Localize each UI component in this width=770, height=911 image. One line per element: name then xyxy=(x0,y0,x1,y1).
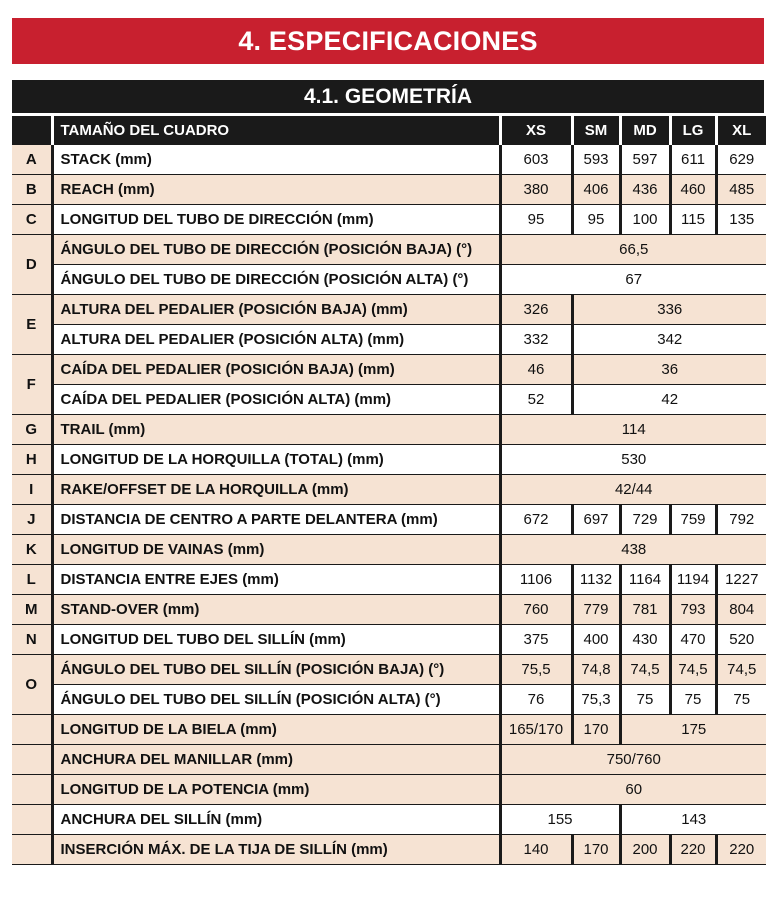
value-cell: 100 xyxy=(620,205,670,235)
row-letter: H xyxy=(12,445,52,475)
value-cell: 485 xyxy=(716,175,766,205)
table-row xyxy=(12,385,766,415)
table-row xyxy=(12,805,766,835)
value-cell: 76 xyxy=(500,685,572,715)
table-row xyxy=(12,835,766,865)
table-row xyxy=(12,145,766,175)
value-cell: 95 xyxy=(500,205,572,235)
value-cell: 530 xyxy=(500,445,766,475)
value-cell: 155 xyxy=(500,805,620,835)
table-row xyxy=(12,655,766,685)
value-cell: 332 xyxy=(500,325,572,355)
table-row xyxy=(12,475,766,505)
value-cell: 75,5 xyxy=(500,655,572,685)
row-letter: J xyxy=(12,505,52,535)
value-cell: 114 xyxy=(500,415,766,445)
table-row xyxy=(12,775,766,805)
value-cell: 760 xyxy=(500,595,572,625)
value-cell: 781 xyxy=(620,595,670,625)
value-cell: 430 xyxy=(620,625,670,655)
value-cell: 165/170 xyxy=(500,715,572,745)
row-letter: F xyxy=(12,355,52,415)
row-label: ALTURA DEL PEDALIER (POSICIÓN ALTA) (mm) xyxy=(52,325,500,355)
value-cell: 438 xyxy=(500,535,766,565)
header-size-md: MD xyxy=(620,116,670,145)
row-letter xyxy=(12,835,52,865)
row-label: LONGITUD DE LA HORQUILLA (TOTAL) (mm) xyxy=(52,445,500,475)
row-label: LONGITUD DE LA POTENCIA (mm) xyxy=(52,775,500,805)
row-letter: N xyxy=(12,625,52,655)
row-label: STAND-OVER (mm) xyxy=(52,595,500,625)
value-cell: 74,8 xyxy=(572,655,620,685)
row-label: INSERCIÓN MÁX. DE LA TIJA DE SILLÍN (mm) xyxy=(52,835,500,865)
header-size-sm: SM xyxy=(572,116,620,145)
row-label: ÁNGULO DEL TUBO DE DIRECCIÓN (POSICIÓN BAJA) (°) xyxy=(52,235,500,265)
row-letter xyxy=(12,775,52,805)
row-letter: E xyxy=(12,295,52,355)
value-cell: 200 xyxy=(620,835,670,865)
table-row xyxy=(12,565,766,595)
value-cell: 42 xyxy=(572,385,766,415)
value-cell: 593 xyxy=(572,145,620,175)
value-cell: 46 xyxy=(500,355,572,385)
value-cell: 140 xyxy=(500,835,572,865)
value-cell: 74,5 xyxy=(670,655,716,685)
row-letter xyxy=(12,745,52,775)
row-label: ANCHURA DEL MANILLAR (mm) xyxy=(52,745,500,775)
row-letter: I xyxy=(12,475,52,505)
table-header-row xyxy=(12,116,766,145)
row-label: STACK (mm) xyxy=(52,145,500,175)
value-cell: 380 xyxy=(500,175,572,205)
row-label: ÁNGULO DEL TUBO DEL SILLÍN (POSICIÓN BAJA) (°) xyxy=(52,655,500,685)
row-letter: G xyxy=(12,415,52,445)
table-row xyxy=(12,595,766,625)
value-cell: 220 xyxy=(716,835,766,865)
value-cell: 342 xyxy=(572,325,766,355)
row-letter: K xyxy=(12,535,52,565)
header-letter-cell xyxy=(12,116,52,145)
value-cell: 779 xyxy=(572,595,620,625)
row-label: LONGITUD DE VAINAS (mm) xyxy=(52,535,500,565)
value-cell: 629 xyxy=(716,145,766,175)
value-cell: 793 xyxy=(670,595,716,625)
value-cell: 436 xyxy=(620,175,670,205)
row-label: CAÍDA DEL PEDALIER (POSICIÓN BAJA) (mm) xyxy=(52,355,500,385)
header-label: TAMAÑO DEL CUADRO xyxy=(52,116,500,145)
value-cell: 729 xyxy=(620,505,670,535)
value-cell: 75 xyxy=(620,685,670,715)
value-cell: 336 xyxy=(572,295,766,325)
value-cell: 75,3 xyxy=(572,685,620,715)
row-label: TRAIL (mm) xyxy=(52,415,500,445)
table-row xyxy=(12,325,766,355)
row-label: LONGITUD DE LA BIELA (mm) xyxy=(52,715,500,745)
section-title: 4. ESPECIFICACIONES xyxy=(12,18,764,64)
row-label: LONGITUD DEL TUBO DE DIRECCIÓN (mm) xyxy=(52,205,500,235)
row-letter: O xyxy=(12,655,52,715)
value-cell: 326 xyxy=(500,295,572,325)
value-cell: 1106 xyxy=(500,565,572,595)
value-cell: 170 xyxy=(572,835,620,865)
value-cell: 143 xyxy=(620,805,766,835)
value-cell: 697 xyxy=(572,505,620,535)
table-row xyxy=(12,415,766,445)
value-cell: 135 xyxy=(716,205,766,235)
geometry-table xyxy=(12,116,766,865)
value-cell: 220 xyxy=(670,835,716,865)
table-row xyxy=(12,445,766,475)
value-cell: 406 xyxy=(572,175,620,205)
value-cell: 74,5 xyxy=(620,655,670,685)
table-row xyxy=(12,235,766,265)
value-cell: 603 xyxy=(500,145,572,175)
header-size-lg: LG xyxy=(670,116,716,145)
row-label: REACH (mm) xyxy=(52,175,500,205)
row-label: ANCHURA DEL SILLÍN (mm) xyxy=(52,805,500,835)
value-cell: 170 xyxy=(572,715,620,745)
table-row xyxy=(12,535,766,565)
table-row xyxy=(12,265,766,295)
value-cell: 759 xyxy=(670,505,716,535)
row-label: ÁNGULO DEL TUBO DE DIRECCIÓN (POSICIÓN ALTA) (°) xyxy=(52,265,500,295)
value-cell: 67 xyxy=(500,265,766,295)
row-letter: M xyxy=(12,595,52,625)
value-cell: 672 xyxy=(500,505,572,535)
value-cell: 52 xyxy=(500,385,572,415)
table-row xyxy=(12,625,766,655)
table-row xyxy=(12,505,766,535)
value-cell: 75 xyxy=(670,685,716,715)
row-label: RAKE/OFFSET DE LA HORQUILLA (mm) xyxy=(52,475,500,505)
row-label: ÁNGULO DEL TUBO DEL SILLÍN (POSICIÓN ALTA) (°) xyxy=(52,685,500,715)
value-cell: 1132 xyxy=(572,565,620,595)
table-row xyxy=(12,685,766,715)
value-cell: 1227 xyxy=(716,565,766,595)
table-row xyxy=(12,715,766,745)
row-letter: C xyxy=(12,205,52,235)
value-cell: 175 xyxy=(620,715,766,745)
value-cell: 1194 xyxy=(670,565,716,595)
subsection-title: 4.1. GEOMETRÍA xyxy=(12,80,764,113)
row-label: ALTURA DEL PEDALIER (POSICIÓN BAJA) (mm) xyxy=(52,295,500,325)
row-letter xyxy=(12,715,52,745)
value-cell: 597 xyxy=(620,145,670,175)
value-cell: 460 xyxy=(670,175,716,205)
row-letter xyxy=(12,805,52,835)
value-cell: 42/44 xyxy=(500,475,766,505)
value-cell: 95 xyxy=(572,205,620,235)
value-cell: 520 xyxy=(716,625,766,655)
table-row xyxy=(12,205,766,235)
value-cell: 115 xyxy=(670,205,716,235)
value-cell: 1164 xyxy=(620,565,670,595)
table-row xyxy=(12,175,766,205)
value-cell: 611 xyxy=(670,145,716,175)
value-cell: 470 xyxy=(670,625,716,655)
value-cell: 66,5 xyxy=(500,235,766,265)
row-label: DISTANCIA ENTRE EJES (mm) xyxy=(52,565,500,595)
value-cell: 36 xyxy=(572,355,766,385)
value-cell: 792 xyxy=(716,505,766,535)
row-label: DISTANCIA DE CENTRO A PARTE DELANTERA (mm) xyxy=(52,505,500,535)
row-letter: A xyxy=(12,145,52,175)
value-cell: 750/760 xyxy=(500,745,766,775)
value-cell: 804 xyxy=(716,595,766,625)
row-label: CAÍDA DEL PEDALIER (POSICIÓN ALTA) (mm) xyxy=(52,385,500,415)
row-letter: B xyxy=(12,175,52,205)
value-cell: 75 xyxy=(716,685,766,715)
value-cell: 60 xyxy=(500,775,766,805)
header-size-xs: XS xyxy=(500,116,572,145)
row-letter: D xyxy=(12,235,52,295)
header-size-xl: XL xyxy=(716,116,766,145)
table-row xyxy=(12,295,766,325)
table-row xyxy=(12,355,766,385)
value-cell: 400 xyxy=(572,625,620,655)
row-letter: L xyxy=(12,565,52,595)
table-row xyxy=(12,745,766,775)
value-cell: 375 xyxy=(500,625,572,655)
value-cell: 74,5 xyxy=(716,655,766,685)
row-label: LONGITUD DEL TUBO DEL SILLÍN (mm) xyxy=(52,625,500,655)
